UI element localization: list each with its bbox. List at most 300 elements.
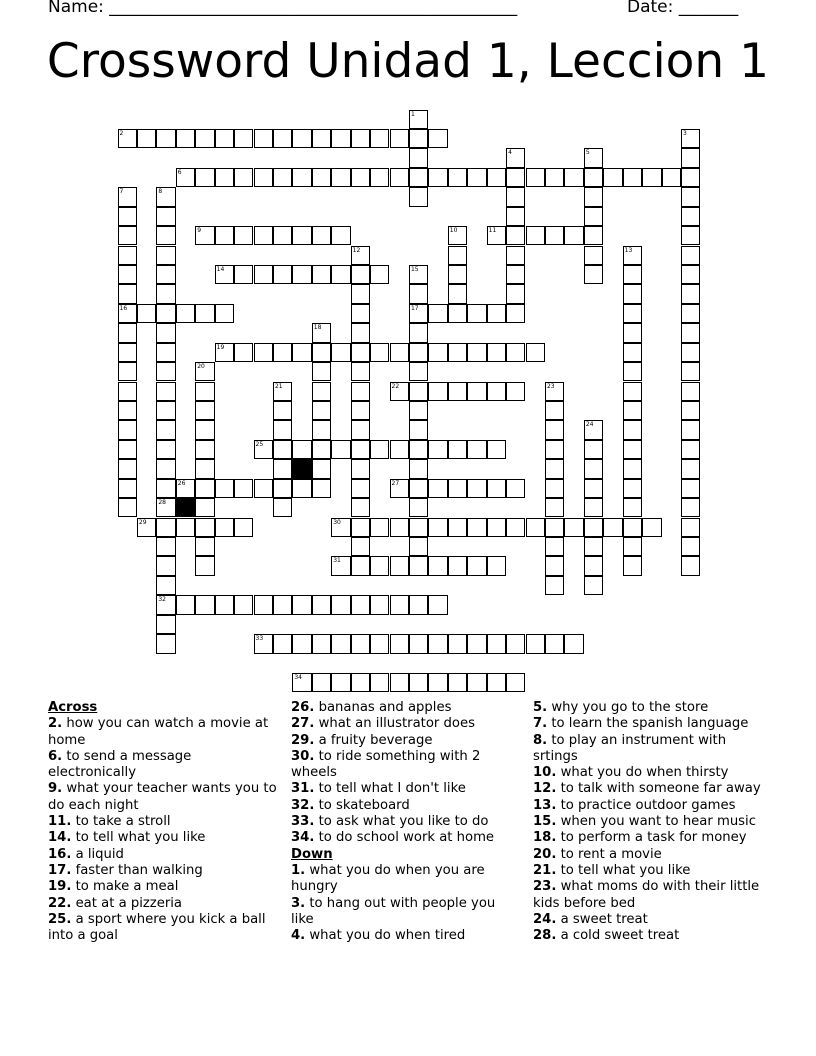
grid-cell[interactable]: [273, 420, 292, 439]
grid-cell[interactable]: [409, 518, 428, 537]
grid-cell[interactable]: [681, 440, 700, 459]
grid-cell[interactable]: [331, 343, 350, 362]
grid-cell[interactable]: [351, 129, 370, 148]
grid-cell[interactable]: [156, 284, 175, 303]
grid-cell[interactable]: [448, 518, 467, 537]
grid-cell[interactable]: [312, 459, 331, 478]
grid-cell[interactable]: [681, 129, 700, 148]
grid-cell[interactable]: [390, 129, 409, 148]
grid-cell[interactable]: [312, 420, 331, 439]
grid-cell[interactable]: [467, 556, 486, 575]
grid-cell[interactable]: [487, 518, 506, 537]
grid-cell[interactable]: [623, 556, 642, 575]
grid-cell[interactable]: [409, 304, 428, 323]
grid-cell[interactable]: [215, 518, 234, 537]
grid-cell[interactable]: [487, 479, 506, 498]
grid-cell[interactable]: [156, 323, 175, 342]
grid-cell[interactable]: [254, 479, 273, 498]
grid-cell[interactable]: [273, 168, 292, 187]
grid-cell[interactable]: [215, 595, 234, 614]
grid-cell[interactable]: [273, 129, 292, 148]
grid-cell[interactable]: [467, 168, 486, 187]
grid-cell[interactable]: [409, 479, 428, 498]
grid-cell[interactable]: [156, 518, 175, 537]
grid-cell[interactable]: [351, 168, 370, 187]
grid-cell[interactable]: [506, 382, 525, 401]
grid-cell[interactable]: [312, 440, 331, 459]
grid-cell[interactable]: [234, 129, 253, 148]
grid-cell[interactable]: [390, 168, 409, 187]
grid-cell[interactable]: [623, 518, 642, 537]
grid-cell[interactable]: [623, 537, 642, 556]
grid-cell[interactable]: [351, 284, 370, 303]
grid-cell[interactable]: [623, 498, 642, 517]
grid-cell[interactable]: [448, 304, 467, 323]
grid-cell[interactable]: [351, 304, 370, 323]
grid-cell[interactable]: [156, 246, 175, 265]
grid-cell[interactable]: [428, 673, 447, 692]
grid-cell[interactable]: [176, 304, 195, 323]
grid-cell[interactable]: [312, 323, 331, 342]
grid-cell[interactable]: [681, 226, 700, 245]
grid-cell[interactable]: [681, 401, 700, 420]
grid-cell[interactable]: [351, 556, 370, 575]
grid-cell[interactable]: [623, 401, 642, 420]
grid-cell[interactable]: [195, 401, 214, 420]
grid-cell[interactable]: [623, 382, 642, 401]
grid-cell[interactable]: [623, 362, 642, 381]
grid-cell[interactable]: [467, 673, 486, 692]
grid-cell[interactable]: [506, 187, 525, 206]
grid-cell[interactable]: [526, 518, 545, 537]
grid-cell[interactable]: [584, 498, 603, 517]
grid-cell[interactable]: [428, 479, 447, 498]
grid-cell[interactable]: [545, 401, 564, 420]
grid-cell[interactable]: [448, 673, 467, 692]
grid-cell[interactable]: [234, 343, 253, 362]
grid-cell[interactable]: [118, 323, 137, 342]
grid-cell[interactable]: [312, 168, 331, 187]
grid-cell[interactable]: [448, 343, 467, 362]
grid-cell[interactable]: [156, 207, 175, 226]
grid-cell[interactable]: [584, 537, 603, 556]
grid-cell[interactable]: [409, 323, 428, 342]
grid-cell[interactable]: [292, 129, 311, 148]
grid-cell[interactable]: [409, 148, 428, 167]
grid-cell[interactable]: [156, 537, 175, 556]
grid-cell[interactable]: [195, 498, 214, 517]
grid-cell[interactable]: [623, 343, 642, 362]
grid-cell[interactable]: [409, 401, 428, 420]
grid-cell[interactable]: [681, 518, 700, 537]
grid-cell[interactable]: [331, 129, 350, 148]
grid-cell[interactable]: [215, 226, 234, 245]
grid-cell[interactable]: [312, 343, 331, 362]
grid-cell[interactable]: [545, 420, 564, 439]
grid-cell[interactable]: [137, 518, 156, 537]
grid-cell[interactable]: [681, 148, 700, 167]
grid-cell[interactable]: [273, 440, 292, 459]
grid-cell[interactable]: [623, 265, 642, 284]
grid-cell[interactable]: [448, 168, 467, 187]
grid-cell[interactable]: [118, 498, 137, 517]
grid-cell[interactable]: [312, 226, 331, 245]
grid-cell[interactable]: [584, 246, 603, 265]
grid-cell[interactable]: [195, 420, 214, 439]
grid-cell[interactable]: [584, 265, 603, 284]
grid-cell[interactable]: [370, 265, 389, 284]
grid-cell[interactable]: [156, 187, 175, 206]
grid-cell[interactable]: [662, 168, 681, 187]
grid-cell[interactable]: [467, 382, 486, 401]
grid-cell[interactable]: [118, 343, 137, 362]
grid-cell[interactable]: [176, 518, 195, 537]
grid-cell[interactable]: [234, 265, 253, 284]
grid-cell[interactable]: [545, 440, 564, 459]
grid-cell[interactable]: [467, 479, 486, 498]
grid-cell[interactable]: [254, 440, 273, 459]
grid-cell[interactable]: [234, 479, 253, 498]
grid-cell[interactable]: [292, 168, 311, 187]
grid-cell[interactable]: [118, 129, 137, 148]
grid-cell[interactable]: [118, 246, 137, 265]
grid-cell[interactable]: [467, 518, 486, 537]
grid-cell[interactable]: [681, 265, 700, 284]
grid-cell[interactable]: [215, 343, 234, 362]
grid-cell[interactable]: [254, 343, 273, 362]
grid-cell[interactable]: [118, 284, 137, 303]
grid-cell[interactable]: [448, 226, 467, 245]
grid-cell[interactable]: [118, 382, 137, 401]
grid-cell[interactable]: [487, 556, 506, 575]
grid-cell[interactable]: [390, 479, 409, 498]
grid-cell[interactable]: [156, 576, 175, 595]
grid-cell[interactable]: [118, 207, 137, 226]
grid-cell[interactable]: [681, 284, 700, 303]
grid-cell[interactable]: [409, 168, 428, 187]
grid-cell[interactable]: [312, 129, 331, 148]
grid-cell[interactable]: [487, 168, 506, 187]
grid-cell[interactable]: [215, 265, 234, 284]
grid-cell[interactable]: [331, 556, 350, 575]
grid-cell[interactable]: [448, 284, 467, 303]
grid-cell[interactable]: [409, 673, 428, 692]
grid-cell[interactable]: [390, 440, 409, 459]
grid-cell[interactable]: [526, 226, 545, 245]
grid-cell[interactable]: [409, 420, 428, 439]
grid-cell[interactable]: [195, 595, 214, 614]
grid-cell[interactable]: [428, 556, 447, 575]
grid-cell[interactable]: [215, 168, 234, 187]
grid-cell[interactable]: [681, 479, 700, 498]
grid-cell[interactable]: [273, 479, 292, 498]
grid-cell[interactable]: [312, 634, 331, 653]
grid-cell[interactable]: [351, 246, 370, 265]
grid-cell[interactable]: [428, 634, 447, 653]
grid-cell[interactable]: [215, 479, 234, 498]
grid-cell[interactable]: [273, 226, 292, 245]
grid-cell[interactable]: [506, 226, 525, 245]
grid-cell[interactable]: [409, 537, 428, 556]
grid-cell[interactable]: [118, 401, 137, 420]
grid-cell[interactable]: [623, 284, 642, 303]
grid-cell[interactable]: [331, 518, 350, 537]
grid-cell[interactable]: [370, 518, 389, 537]
grid-cell[interactable]: [273, 459, 292, 478]
grid-cell[interactable]: [254, 634, 273, 653]
grid-cell[interactable]: [273, 265, 292, 284]
grid-cell[interactable]: [681, 382, 700, 401]
grid-cell[interactable]: [351, 595, 370, 614]
grid-cell[interactable]: [351, 323, 370, 342]
grid-cell[interactable]: [526, 634, 545, 653]
grid-cell[interactable]: [118, 187, 137, 206]
grid-cell[interactable]: [292, 479, 311, 498]
grid-cell[interactable]: [642, 168, 661, 187]
grid-cell[interactable]: [118, 265, 137, 284]
grid-cell[interactable]: [351, 401, 370, 420]
grid-cell[interactable]: [156, 498, 175, 517]
grid-cell[interactable]: [118, 420, 137, 439]
grid-cell[interactable]: [545, 518, 564, 537]
grid-cell[interactable]: [409, 343, 428, 362]
grid-cell[interactable]: [623, 246, 642, 265]
grid-cell[interactable]: [351, 634, 370, 653]
grid-cell[interactable]: [584, 576, 603, 595]
grid-cell[interactable]: [584, 479, 603, 498]
grid-cell[interactable]: [428, 440, 447, 459]
grid-cell[interactable]: [448, 246, 467, 265]
grid-cell[interactable]: [584, 459, 603, 478]
grid-cell[interactable]: [506, 479, 525, 498]
grid-cell[interactable]: [254, 226, 273, 245]
grid-cell[interactable]: [156, 226, 175, 245]
grid-cell[interactable]: [254, 168, 273, 187]
grid-cell[interactable]: [137, 129, 156, 148]
grid-cell[interactable]: [156, 129, 175, 148]
grid-cell[interactable]: [409, 265, 428, 284]
grid-cell[interactable]: [156, 362, 175, 381]
grid-cell[interactable]: [195, 304, 214, 323]
grid-cell[interactable]: [584, 440, 603, 459]
grid-cell[interactable]: [526, 343, 545, 362]
grid-cell[interactable]: [681, 343, 700, 362]
grid-cell[interactable]: [487, 634, 506, 653]
grid-cell[interactable]: [312, 595, 331, 614]
grid-cell[interactable]: [292, 343, 311, 362]
grid-cell[interactable]: [584, 148, 603, 167]
grid-cell[interactable]: [351, 673, 370, 692]
grid-cell[interactable]: [331, 168, 350, 187]
grid-cell[interactable]: [428, 518, 447, 537]
grid-cell[interactable]: [681, 187, 700, 206]
grid-cell[interactable]: [156, 459, 175, 478]
grid-cell[interactable]: [254, 129, 273, 148]
grid-cell[interactable]: [623, 459, 642, 478]
grid-cell[interactable]: [467, 440, 486, 459]
grid-cell[interactable]: [234, 595, 253, 614]
grid-cell[interactable]: [448, 382, 467, 401]
grid-cell[interactable]: [623, 440, 642, 459]
grid-cell[interactable]: [545, 459, 564, 478]
grid-cell[interactable]: [409, 595, 428, 614]
grid-cell[interactable]: [195, 440, 214, 459]
grid-cell[interactable]: [448, 556, 467, 575]
grid-cell[interactable]: [681, 459, 700, 478]
grid-cell[interactable]: [118, 459, 137, 478]
grid-cell[interactable]: [584, 168, 603, 187]
grid-cell[interactable]: [506, 518, 525, 537]
grid-cell[interactable]: [623, 479, 642, 498]
grid-cell[interactable]: [545, 634, 564, 653]
grid-cell[interactable]: [312, 265, 331, 284]
grid-cell[interactable]: [292, 226, 311, 245]
grid-cell[interactable]: [195, 226, 214, 245]
grid-cell[interactable]: [545, 479, 564, 498]
grid-cell[interactable]: [603, 518, 622, 537]
grid-cell[interactable]: [487, 343, 506, 362]
grid-cell[interactable]: [273, 401, 292, 420]
grid-cell[interactable]: [195, 479, 214, 498]
grid-cell[interactable]: [156, 615, 175, 634]
grid-cell[interactable]: [545, 556, 564, 575]
grid-cell[interactable]: [506, 343, 525, 362]
grid-cell[interactable]: [428, 129, 447, 148]
grid-cell[interactable]: [331, 226, 350, 245]
grid-cell[interactable]: [156, 440, 175, 459]
grid-cell[interactable]: [409, 498, 428, 517]
grid-cell[interactable]: [234, 226, 253, 245]
grid-cell[interactable]: [370, 595, 389, 614]
grid-cell[interactable]: [506, 634, 525, 653]
grid-cell[interactable]: [428, 304, 447, 323]
grid-cell[interactable]: [564, 518, 583, 537]
grid-cell[interactable]: [370, 129, 389, 148]
grid-cell[interactable]: [390, 595, 409, 614]
grid-cell[interactable]: [331, 673, 350, 692]
grid-cell[interactable]: [370, 634, 389, 653]
grid-cell[interactable]: [370, 168, 389, 187]
grid-cell[interactable]: [312, 401, 331, 420]
grid-cell[interactable]: [195, 459, 214, 478]
grid-cell[interactable]: [176, 129, 195, 148]
grid-cell[interactable]: [156, 304, 175, 323]
grid-cell[interactable]: [292, 595, 311, 614]
grid-cell[interactable]: [681, 168, 700, 187]
grid-cell[interactable]: [681, 537, 700, 556]
grid-cell[interactable]: [390, 518, 409, 537]
grid-cell[interactable]: [234, 518, 253, 537]
grid-cell[interactable]: [390, 556, 409, 575]
grid-cell[interactable]: [254, 595, 273, 614]
grid-cell[interactable]: [545, 498, 564, 517]
grid-cell[interactable]: [506, 246, 525, 265]
grid-cell[interactable]: [351, 440, 370, 459]
grid-cell[interactable]: [195, 518, 214, 537]
grid-cell[interactable]: [215, 129, 234, 148]
grid-cell[interactable]: [584, 226, 603, 245]
grid-cell[interactable]: [623, 323, 642, 342]
grid-cell[interactable]: [390, 634, 409, 653]
grid-cell[interactable]: [409, 634, 428, 653]
grid-cell[interactable]: [681, 323, 700, 342]
grid-cell[interactable]: [487, 304, 506, 323]
grid-cell[interactable]: [428, 595, 447, 614]
grid-cell[interactable]: [409, 382, 428, 401]
grid-cell[interactable]: [545, 168, 564, 187]
grid-cell[interactable]: [642, 518, 661, 537]
grid-cell[interactable]: [351, 479, 370, 498]
grid-cell[interactable]: [312, 362, 331, 381]
grid-cell[interactable]: [448, 440, 467, 459]
grid-cell[interactable]: [156, 420, 175, 439]
grid-cell[interactable]: [118, 304, 137, 323]
grid-cell[interactable]: [331, 265, 350, 284]
grid-cell[interactable]: [156, 382, 175, 401]
grid-cell[interactable]: [623, 168, 642, 187]
grid-cell[interactable]: [487, 226, 506, 245]
grid-cell[interactable]: [506, 304, 525, 323]
grid-cell[interactable]: [390, 382, 409, 401]
grid-cell[interactable]: [448, 479, 467, 498]
grid-cell[interactable]: [545, 537, 564, 556]
grid-cell[interactable]: [487, 673, 506, 692]
grid-cell[interactable]: [273, 343, 292, 362]
grid-cell[interactable]: [312, 382, 331, 401]
grid-cell[interactable]: [564, 226, 583, 245]
grid-cell[interactable]: [195, 382, 214, 401]
grid-cell[interactable]: [156, 634, 175, 653]
grid-cell[interactable]: [526, 168, 545, 187]
grid-cell[interactable]: [409, 187, 428, 206]
grid-cell[interactable]: [409, 459, 428, 478]
grid-cell[interactable]: [506, 673, 525, 692]
grid-cell[interactable]: [292, 440, 311, 459]
grid-cell[interactable]: [351, 459, 370, 478]
grid-cell[interactable]: [409, 440, 428, 459]
grid-cell[interactable]: [681, 207, 700, 226]
grid-cell[interactable]: [312, 673, 331, 692]
grid-cell[interactable]: [351, 518, 370, 537]
grid-cell[interactable]: [584, 420, 603, 439]
grid-cell[interactable]: [273, 595, 292, 614]
grid-cell[interactable]: [156, 401, 175, 420]
grid-cell[interactable]: [467, 343, 486, 362]
grid-cell[interactable]: [331, 595, 350, 614]
grid-cell[interactable]: [681, 498, 700, 517]
grid-cell[interactable]: [467, 304, 486, 323]
grid-cell[interactable]: [118, 226, 137, 245]
grid-cell[interactable]: [506, 265, 525, 284]
grid-cell[interactable]: [195, 362, 214, 381]
grid-cell[interactable]: [351, 382, 370, 401]
grid-cell[interactable]: [390, 673, 409, 692]
grid-cell[interactable]: [428, 343, 447, 362]
grid-cell[interactable]: [156, 556, 175, 575]
grid-cell[interactable]: [681, 556, 700, 575]
grid-cell[interactable]: [409, 362, 428, 381]
grid-cell[interactable]: [156, 479, 175, 498]
grid-cell[interactable]: [681, 304, 700, 323]
grid-cell[interactable]: [428, 168, 447, 187]
grid-cell[interactable]: [273, 498, 292, 517]
grid-cell[interactable]: [545, 226, 564, 245]
grid-cell[interactable]: [234, 168, 253, 187]
grid-cell[interactable]: [351, 362, 370, 381]
grid-cell[interactable]: [506, 284, 525, 303]
grid-cell[interactable]: [195, 168, 214, 187]
grid-cell[interactable]: [273, 634, 292, 653]
